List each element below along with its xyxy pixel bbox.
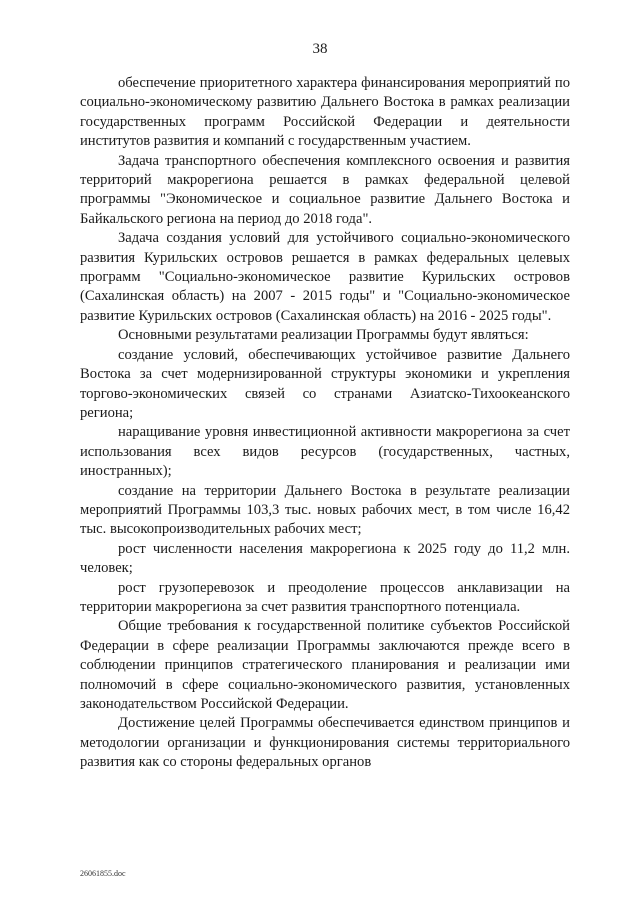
paragraph: Задача создания условий для устойчивого социально-экономического развития Курильских островов решается в рамках федеральных целевых программ "Социально-экономическое развитие Курильских островов (Сахалинская область) на 2007 - 2015 годы" и "Социально-экономическое развитие Курильских островов (Сахалинская область) на 2016 - 2025 годы".	[80, 230, 570, 324]
paragraph: Достижение целей Программы обеспечивается единством принципов и методологии организации и функционирования системы территориального развития как со стороны федеральных органов	[80, 715, 570, 771]
paragraph: Основными результатами реализации Программы будут являться:	[118, 327, 529, 344]
paragraph: обеспечение приоритетного характера финансирования мероприятий по социально-экономическому развитию Дальнего Востока в рамках реализации государственных программ Российской Федерации и деятельности институтов развития и компаний с государственным участием.	[80, 75, 570, 150]
paragraph: создание условий, обеспечивающих устойчивое развитие Дальнего Востока за счет модернизированной структуры экономики и укрепления торгово-экономических связей со странами Азиатско-Тихоокеанского региона;	[80, 346, 570, 421]
page-body	[80, 74, 570, 773]
paragraph: Общие требования к государственной политике субъектов Российской Федерации в сфере реализации Программы заключаются прежде всего в соблюдении принципов стратегического планирования и реализации ими полномочий в сфере социально-экономического развития, установленных законодательством Российской Федерации.	[80, 618, 570, 712]
file-name-footer: 26061855.doc	[80, 869, 126, 878]
paragraph: создание на территории Дальнего Востока в результате реализации мероприятий Программы 103,3 тыс. новых рабочих мест, в том числе 16,42 тыс. высокопроизводительных рабочих мест;	[80, 482, 570, 538]
page-number: 38	[312, 41, 328, 57]
paragraph: рост грузоперевозок и преодоление процессов анклавизации на территории макрорегиона за счет развития транспортного потенциала.	[80, 579, 570, 615]
paragraph: рост численности населения макрорегиона к 2025 году до 11,2 млн. человек;	[80, 540, 570, 577]
paragraph: наращивание уровня инвестиционной активности макрорегиона за счет использования всех видов ресурсов (государственных, частных, иностранных);	[80, 424, 570, 480]
paragraph: Задача транспортного обеспечения комплексного освоения и развития территорий макрорегиона решается в рамках федеральной целевой программы "Экономическое и социальное развитие Дальнего Востока и Байкальского региона на период до 2018 года".	[80, 152, 570, 227]
